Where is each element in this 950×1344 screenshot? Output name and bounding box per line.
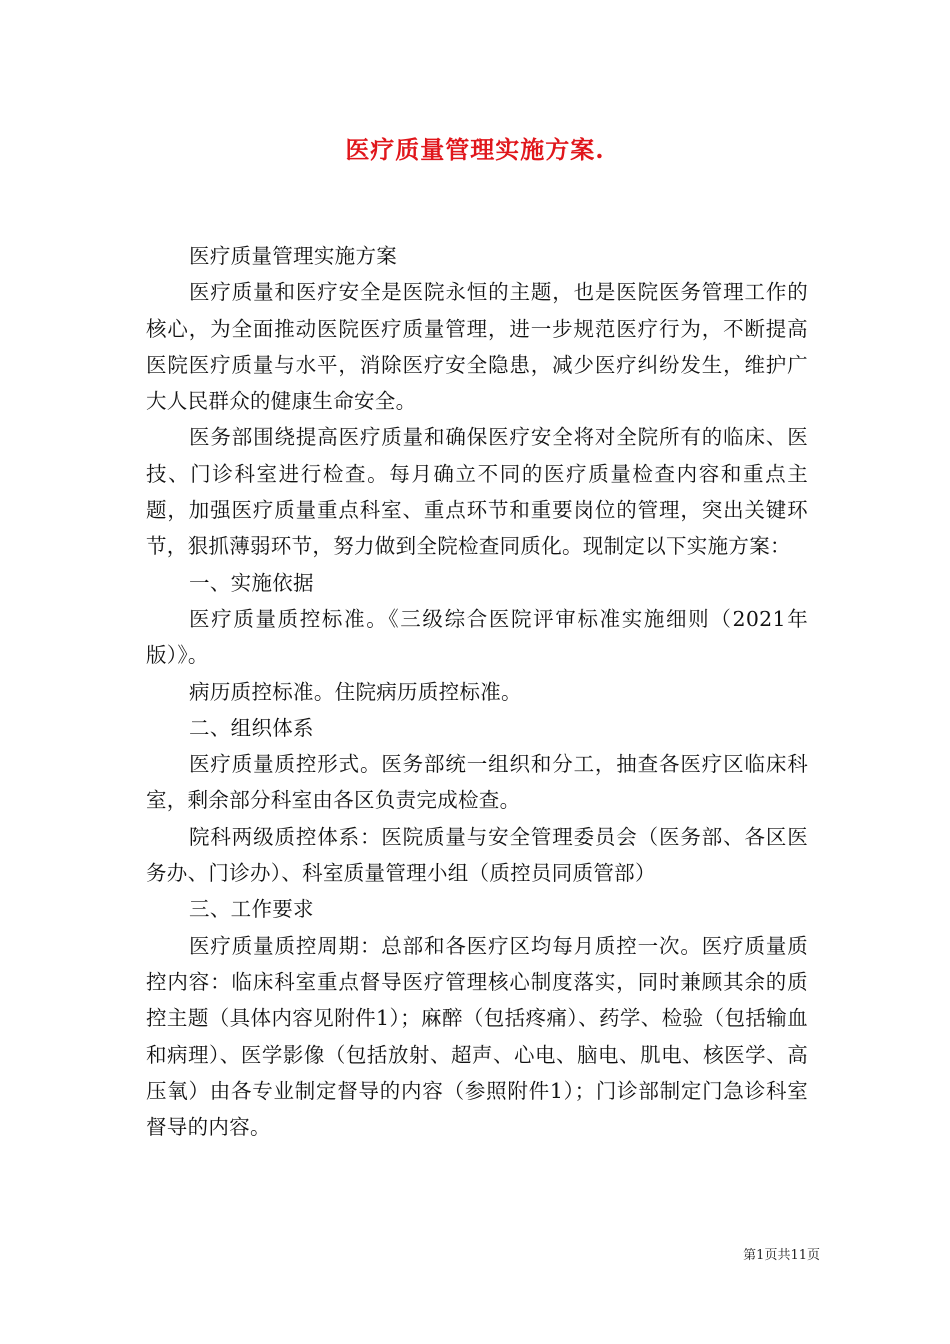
paragraph: 医疗质量和医疗安全是医院永恒的主题，也是医院医务管理工作的核心，为全面推动医院医疗质量管理，进一步规范医疗行为，不断提高医院医疗质量与水平，消除医疗安全隐患，减少医疗纠纷发生，维护广大人民群众的健康生命安全。 — [146, 280, 808, 414]
page-number: 第1页共11页 — [743, 1248, 820, 1263]
section-heading: 二、组织体系 — [189, 715, 314, 740]
paragraph-heading: 医疗质量管理实施方案 — [189, 244, 398, 268]
paragraph: 院科两级质控体系：医院质量与安全管理委员会（医务部、各区医务办、门诊办）、科室质量管理小组（质控员同质管部） — [146, 824, 808, 886]
paragraph: 病历质控标准。住院病历质控标准。 — [189, 679, 522, 704]
section-heading: 一、实施依据 — [189, 570, 314, 595]
paragraph: 医疗质量质控周期：总部和各医疗区均每月质控一次。医疗质量质控内容：临床科室重点督导医疗管理核心制度落实，同时兼顾其余的质控主题（具体内容见附件1）；麻醉（包括疼痛）、药学、检验（包括输血和病理）、医学影像（包括放射、超声、心电、脑电、肌电、核医学、高压氧）由各专业制定督导的内容（参照附件1）；门诊部制定门急诊科室督导的内容。 — [146, 933, 808, 1140]
paragraph: 医疗质量质控标准。《三级综合医院评审标准实施细则（2021年版）》。 — [146, 606, 808, 668]
document-body — [146, 238, 808, 1145]
section-heading: 三、工作要求 — [189, 897, 314, 922]
paragraph: 医疗质量质控形式。医务部统一组织和分工，抽查各医疗区临床科室，剩余部分科室由各区负责完成检查。 — [146, 752, 808, 813]
paragraph: 医务部围绕提高医疗质量和确保医疗安全将对全院所有的临床、医技、门诊科室进行检查。每月确立不同的医疗质量检查内容和重点主题，加强医疗质量重点科室、重点环节和重要岗位的管理，突出关键环节，狠抓薄弱环节，努力做到全院检查同质化。现制定以下实施方案： — [146, 425, 808, 559]
document-title: 医疗质量管理实施方案. — [345, 135, 605, 164]
